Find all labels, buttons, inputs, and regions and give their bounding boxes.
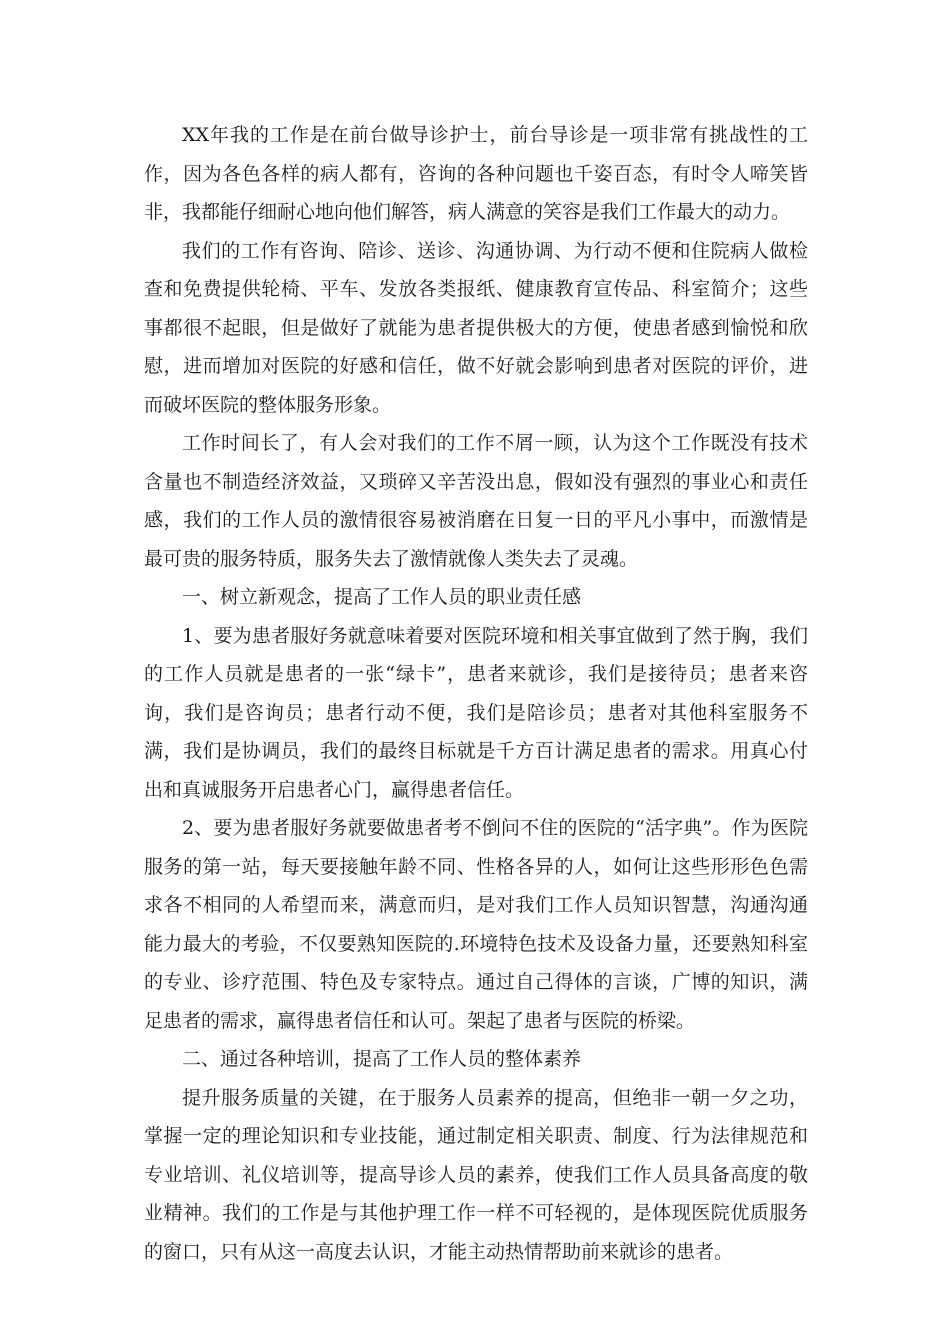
paragraph-duties: 我们的工作有咨询、陪诊、送诊、沟通协调、为行动不便和住院病人做检查和免费提供轮椅、平车、发放各类报纸、健康教育宣传品、科室简介；这些事都很不起眼，但是做好了就能为患者提供极大的方便，使患者感到愉悦和欣慰，进而增加对医院的好感和信任，做不好就会影响到患者对医院的评价，进而破坏医院的整体服务形象。 — [144, 239, 808, 416]
paragraph-point-2: 2、要为患者服好务就要做患者考不倒问不住的医院的“活字典”。作为医院服务的第一站，每天要接触年龄不同、性格各异的人，如何让这些形形色色需求各不相同的人希望而来，满意而归，是对我们工作人员知识智慧，沟通沟通能力最大的考验，不仅要熟知医院的.环境特色技术及设备力量，还要熟知科室的专业、诊疗范围、特色及专家特点。通过自己得体的言谈，广博的知识，满足患者的需求，赢得患者信任和认可。架起了患者与医院的桥梁。 — [144, 817, 808, 1032]
paragraph-intro: XX年我的工作是在前台做导诊护士，前台导诊是一项非常有挑战性的工作，因为各色各样的病人都有，咨询的各种问题也千姿百态，有时令人啼笑皆非，我都能仔细耐心地向他们解答，病人满意的笑容是我们工作最大的动力。 — [144, 124, 808, 223]
paragraph-training: 提升服务质量的关键，在于服务人员素养的提高，但绝非一朝一夕之功，掌握一定的理论知识和专业技能，通过制定相关职责、制度、行为法律规范和专业培训、礼仪培训等，提高导诊人员的素养，使我们工作人员具备高度的敬业精神。我们的工作是与其他护理工作一样不可轻视的，是体现医院优质服务的窗口，只有从这一高度去认识，才能主动热情帮助前来就诊的患者。 — [144, 1086, 808, 1263]
paragraph-point-1: 1、要为患者服好务就意味着要对医院环境和相关事宜做到了然于胸，我们的工作人员就是患者的一张“绿卡”，患者来就诊，我们是接待员；患者来咨询，我们是咨询员；患者行动不便，我们是陪诊员；患者对其他科室服务不满，我们是协调员，我们的最终目标就是千方百计满足患者的需求。用真心付出和真诚服务开启患者心门，赢得患者信任。 — [144, 624, 808, 801]
section-heading-2: 二、通过各种培训，提高了工作人员的整体素养 — [182, 1048, 582, 1070]
paragraph-passion: 工作时间长了，有人会对我们的工作不屑一顾，认为这个工作既没有技术含量也不制造经济效益，又琐碎又辛苦没出息，假如没有强烈的事业心和责任感，我们的工作人员的激情很容易被消磨在日复一日的平凡小事中，而激情是最可贵的服务特质，服务失去了激情就像人类失去了灵魂。 — [144, 432, 808, 570]
document-body — [144, 116, 808, 1271]
section-heading-1: 一、树立新观念，提高了工作人员的职业责任感 — [182, 586, 582, 608]
